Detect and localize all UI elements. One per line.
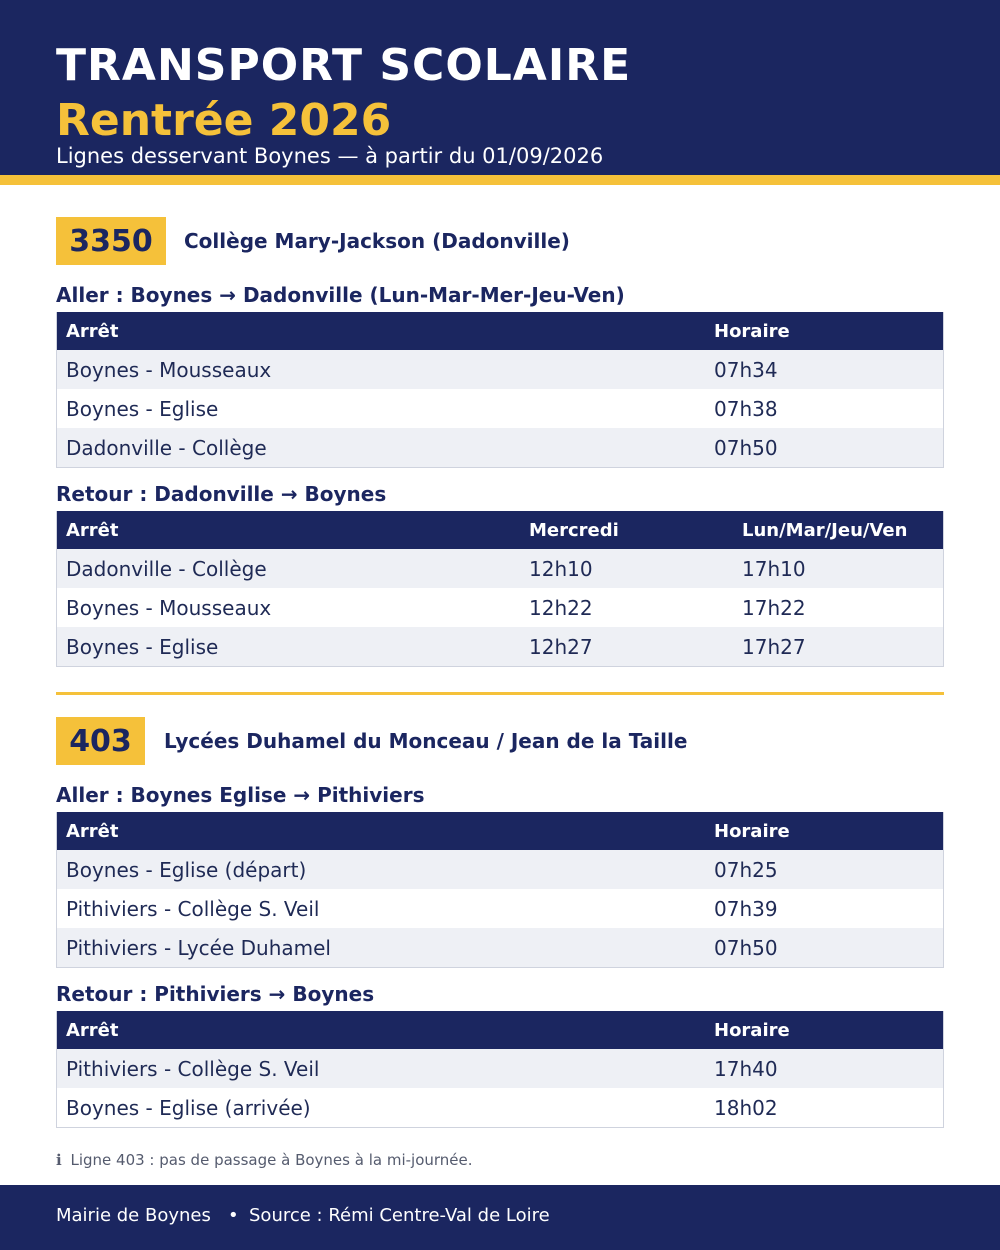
aller-table xyxy=(56,812,944,968)
column-header-wednesday: Mercredi xyxy=(529,519,619,541)
table-row xyxy=(57,627,943,666)
header-divider xyxy=(0,175,1000,185)
stop-cell: Boynes - Eglise (départ) xyxy=(66,857,307,882)
time-cell: 17h40 xyxy=(714,1056,778,1081)
table-header xyxy=(57,312,943,350)
time-cell: 12h27 xyxy=(529,634,593,659)
table-row xyxy=(57,588,943,627)
table-row xyxy=(57,428,943,467)
stop-cell: Pithiviers - Collège S. Veil xyxy=(66,1056,320,1081)
column-header-stop: Arrêt xyxy=(66,320,119,342)
page-subtitle: Rentrée 2026 xyxy=(56,95,392,146)
page-header xyxy=(0,0,1000,175)
stop-cell: Pithiviers - Collège S. Veil xyxy=(66,896,320,921)
table-row xyxy=(57,889,943,928)
footnote xyxy=(56,1151,473,1169)
stop-cell: Dadonville - Collège xyxy=(66,435,267,460)
retour-title: Retour : Dadonville → Boynes xyxy=(56,482,387,506)
line-name: Collège Mary-Jackson (Dadonville) xyxy=(184,229,570,253)
table-row xyxy=(57,1049,943,1088)
aller-title: Aller : Boynes → Dadonville (Lun-Mar-Mer-Jeu-Ven) xyxy=(56,283,625,307)
page-footer xyxy=(0,1185,1000,1250)
line-name: Lycées Duhamel du Monceau / Jean de la Taille xyxy=(164,729,688,753)
footnote-text: Ligne 403 : pas de passage à Boynes à la mi-journée. xyxy=(70,1151,473,1169)
stop-cell: Boynes - Mousseaux xyxy=(66,357,272,382)
table-row xyxy=(57,389,943,428)
time-cell: 17h10 xyxy=(742,556,806,581)
column-header-stop: Arrêt xyxy=(66,1019,119,1041)
retour-table xyxy=(56,1011,944,1128)
table-row xyxy=(57,928,943,967)
time-cell: 12h10 xyxy=(529,556,593,581)
retour-title: Retour : Pithiviers → Boynes xyxy=(56,982,375,1006)
stop-cell: Boynes - Eglise xyxy=(66,634,219,659)
time-cell: 17h22 xyxy=(742,595,806,620)
column-header-stop: Arrêt xyxy=(66,519,119,541)
aller-title: Aller : Boynes Eglise → Pithiviers xyxy=(56,783,425,807)
line-number-badge: 3350 xyxy=(56,217,166,265)
stop-cell: Boynes - Mousseaux xyxy=(66,595,272,620)
time-cell: 07h25 xyxy=(714,857,778,882)
column-header-time: Horaire xyxy=(714,320,790,342)
stop-cell: Pithiviers - Lycée Duhamel xyxy=(66,935,331,960)
column-header-stop: Arrêt xyxy=(66,820,119,842)
stop-cell: Dadonville - Collège xyxy=(66,556,267,581)
column-header-weekdays: Lun/Mar/Jeu/Ven xyxy=(742,519,908,541)
stop-cell: Boynes - Eglise (arrivée) xyxy=(66,1095,311,1120)
footer-source: Source : Rémi Centre-Val de Loire xyxy=(249,1205,550,1226)
stop-cell: Boynes - Eglise xyxy=(66,396,219,421)
line-number-badge: 403 xyxy=(56,717,145,765)
time-cell: 12h22 xyxy=(529,595,593,620)
table-row xyxy=(57,549,943,588)
table-row xyxy=(57,850,943,889)
page-title: TRANSPORT SCOLAIRE xyxy=(56,40,632,91)
footer-bullet: • xyxy=(228,1205,239,1226)
time-cell: 07h50 xyxy=(714,935,778,960)
time-cell: 07h50 xyxy=(714,435,778,460)
aller-table xyxy=(56,312,944,468)
table-row xyxy=(57,1088,943,1127)
column-header-time: Horaire xyxy=(714,1019,790,1041)
retour-table xyxy=(56,511,944,667)
table-row xyxy=(57,350,943,389)
section-divider xyxy=(56,692,944,695)
table-header xyxy=(57,1011,943,1049)
table-header xyxy=(57,812,943,850)
info-icon: ℹ xyxy=(56,1151,62,1169)
page-description: Lignes desservant Boynes — à partir du 01/09/2026 xyxy=(56,144,604,168)
table-header xyxy=(57,511,943,549)
time-cell: 18h02 xyxy=(714,1095,778,1120)
footer-publisher: Mairie de Boynes xyxy=(56,1205,211,1226)
time-cell: 07h34 xyxy=(714,357,778,382)
column-header-time: Horaire xyxy=(714,820,790,842)
time-cell: 07h38 xyxy=(714,396,778,421)
time-cell: 17h27 xyxy=(742,634,806,659)
time-cell: 07h39 xyxy=(714,896,778,921)
